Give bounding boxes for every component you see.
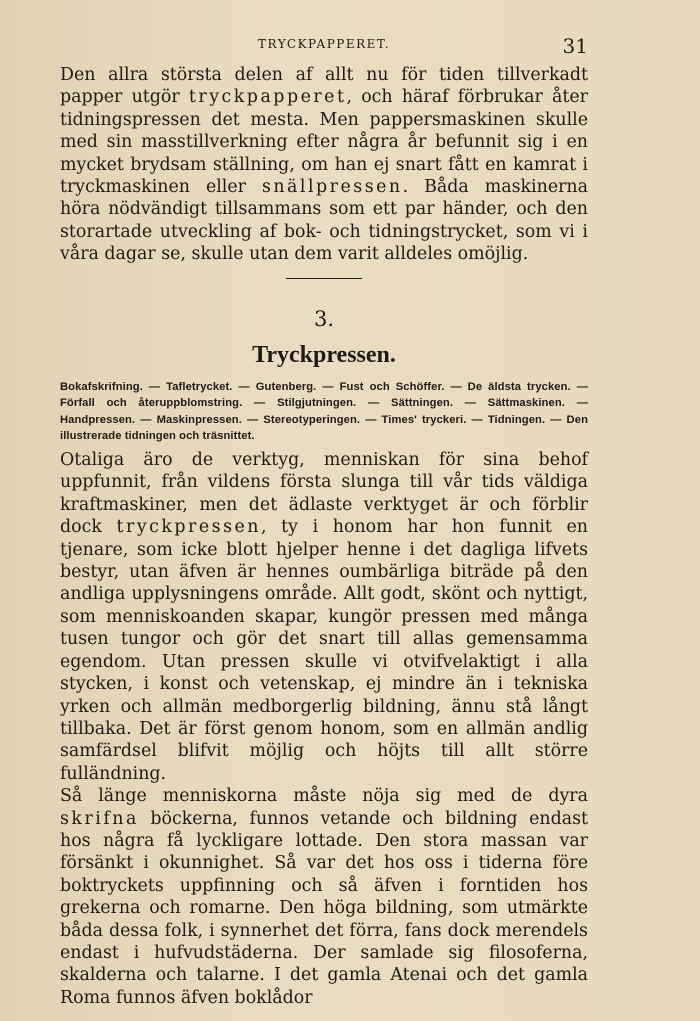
paragraph-1 bbox=[60, 64, 588, 266]
paragraph-3 bbox=[60, 785, 588, 1009]
section-title: Tryckpressen. bbox=[252, 341, 396, 368]
paragraph-1-emphasis-2: snällpressen bbox=[261, 177, 403, 198]
paragraph-2 bbox=[60, 449, 588, 785]
section-body bbox=[60, 449, 588, 1009]
paragraph-3-text-a: Så länge menniskorna måste nöja sig med de dyra bbox=[60, 786, 588, 807]
section-number: 3. bbox=[313, 306, 335, 331]
page-body bbox=[60, 64, 588, 1009]
paragraph-2-emphasis-1: tryckpressen bbox=[116, 517, 261, 538]
page-number: 31 bbox=[562, 34, 588, 58]
paragraph-1-text-c: . Båda maskinerna höra nödvändigt tillsammans som ett par händer, och den storartade utveckling af bok- och tidningstrycket, som vi i våra dagar se, skulle utan dem varit alldeles omöjlig. bbox=[60, 177, 588, 265]
page-header bbox=[60, 34, 588, 56]
paragraph-2-text-a: Otaliga äro de verktyg, menniskan för sina behof uppfunnit, från vildens första slunga till vår tids väldiga kraftmaskiner, men det ädlaste verktyget är och förblir dock bbox=[60, 450, 588, 538]
paragraph-1-emphasis-1: tryckpapperet bbox=[188, 87, 347, 108]
paragraph-1-text-b: , och häraf förbrukar åter tidningspressen det mesta. Men pappersmaskinen skulle med sin masstillverkning efter några år befunnit sig i en mycket brydsam ställning, om han ej snart fått en kamrat i tryckmaskinen eller bbox=[60, 87, 588, 198]
paragraph-3-text-b: böckerna, funnos vetande och bildning endast hos några få lyckligare lottade. Den stora massan var försänkt i okunnighet. Så var det hos oss i tiderna före boktryckets uppfinning och så äfven i forntiden hos grekerna och romarne. Den höga bildning, som utmärkte båda dessa folk, i synnerhet det förra, fans dock merendels endast i hufvudstäderna. Der samlade sig filosoferna, skalderna och talarne. I det gamla Atenai och det gamla Roma funnos äfven boklådor bbox=[60, 808, 588, 1008]
section-summary: Bokafskrifning. — Tafletrycket. — Gutenberg. — Fust och Schöffer. — De äldsta trycken. — Förfall och återuppblomstring. — Stilgjutningen. — Sättningen. — Sättmaskinen. — Handpressen. — Maskinpressen. — Stereotyperingen. — Times' tryckeri. — Tidningen. — Den illustrerade tidningen och träsnittet. bbox=[60, 380, 588, 443]
paragraph-3-emphasis-1: skrifna bbox=[60, 808, 139, 829]
paragraph-1-text-a: Den allra största delen af allt nu för tiden tillverkadt papper utgör bbox=[60, 65, 588, 108]
section-divider bbox=[286, 278, 362, 279]
paragraph-2-text-b: , ty i honom har hon funnit en tjenare, som icke blott hjelper henne i det dagliga lifvets bestyr, utan äfven är hennes oumbärliga biträde på den andliga upplysningens område. Allt godt, skönt och nyttigt, som menniskoanden skapar, kungör pressen med många tusen tungor och gör det snart till allas gemensamma egendom. Utan pressen skulle vi otvifvelaktigt i alla stycken, i konst och vetenskap, ej mindre än i tekniska yrken och allmän medborgerlig bildning, ännu stå långt tillbaka. Det är först genom honom, som en allmän andlig samfärdsel blifvit möjlig och höjts till allt större fulländning. bbox=[60, 517, 588, 784]
running-title: TRYCKPAPPERET. bbox=[258, 37, 390, 51]
